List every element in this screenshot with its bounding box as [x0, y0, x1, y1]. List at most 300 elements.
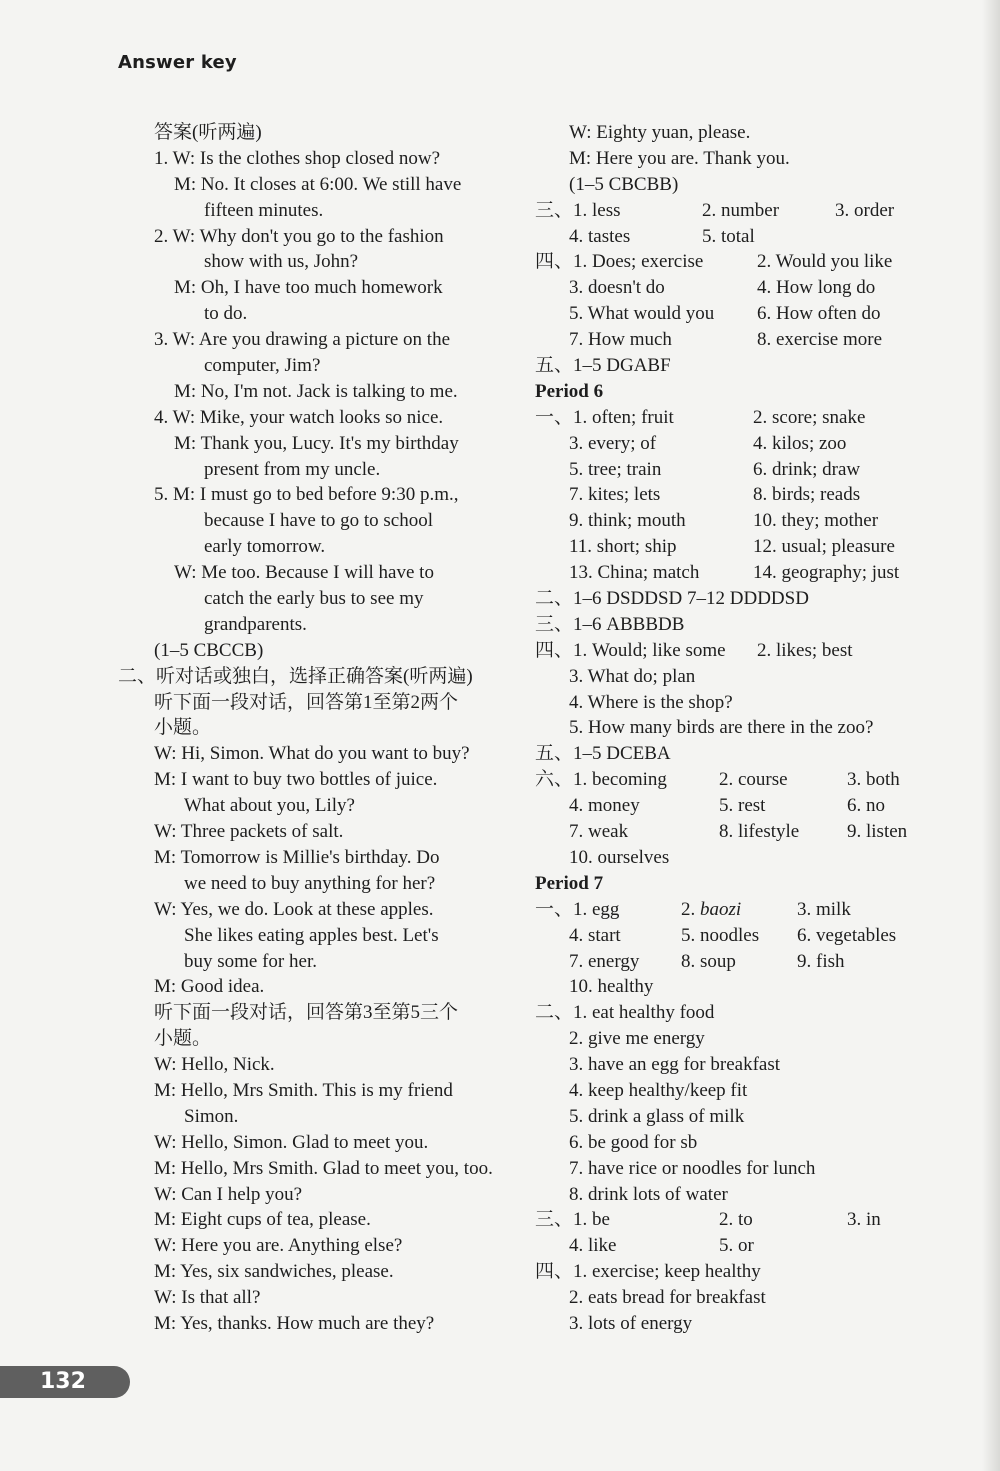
- answer-text: [753, 457, 860, 483]
- answer-line: [118, 767, 508, 793]
- answer-segment: 3. in: [847, 1209, 881, 1231]
- answer-line: [118, 301, 508, 327]
- answer-text: [569, 664, 695, 690]
- answer-segment: 8. soup: [681, 950, 736, 972]
- answer-text: M: Oh, I have too much homework: [174, 277, 443, 299]
- answer-line: [535, 819, 935, 845]
- answer-text: [569, 1311, 692, 1337]
- answer-text: [569, 560, 699, 586]
- answer-text: M: Hello, Mrs Smith. Glad to meet you, too.: [154, 1157, 493, 1179]
- answer-segment: 6. drink; draw: [753, 458, 861, 480]
- answer-text: 听下面一段对话，回答第1至第2两个: [154, 691, 459, 713]
- answer-text: 小题。: [154, 717, 212, 739]
- answer-text: (1–5 CBCCB): [154, 639, 264, 661]
- answer-line: [118, 1207, 508, 1233]
- answer-segment: 4. start: [569, 924, 621, 946]
- answer-line: [118, 534, 508, 560]
- answer-line: [535, 793, 935, 819]
- answer-text: M: Yes, six sandwiches, please.: [154, 1261, 394, 1283]
- answer-text: present from my uncle.: [204, 458, 381, 480]
- answer-line: [118, 690, 508, 716]
- answer-segment: 5. total: [702, 225, 755, 247]
- answer-segment: 4. tastes: [569, 225, 631, 247]
- answer-text: W: Me too. Because I will have to: [174, 562, 434, 584]
- answer-segment: 7. kites; lets: [569, 484, 661, 506]
- answer-text: [569, 275, 665, 301]
- answer-text: [535, 1259, 761, 1285]
- answer-segment: 7. weak: [569, 821, 629, 843]
- answer-text: W: Hello, Nick.: [154, 1054, 275, 1076]
- answer-segment: 10. ourselves: [569, 846, 670, 868]
- answer-line: [535, 146, 935, 172]
- answer-segment: 五、1–5 DGABF: [535, 355, 671, 377]
- answer-text: show with us, John?: [204, 251, 359, 273]
- answer-text: [569, 431, 656, 457]
- answer-text: because I have to go to school: [204, 510, 433, 532]
- answer-line: [535, 845, 935, 871]
- answer-text: [569, 1182, 728, 1208]
- answer-line: [535, 249, 935, 275]
- answer-segment: 4. like: [569, 1235, 617, 1257]
- answer-segment: 3. lots of energy: [569, 1312, 693, 1334]
- answer-line: [118, 457, 508, 483]
- answer-line: [118, 327, 508, 353]
- answer-text: [569, 1078, 747, 1104]
- answer-text: [757, 638, 853, 664]
- answer-line: [535, 301, 935, 327]
- answer-segment: 5. drink a glass of milk: [569, 1105, 745, 1127]
- answer-line: [535, 198, 935, 224]
- answer-text: [569, 949, 639, 975]
- answer-line: [118, 1052, 508, 1078]
- answer-text: [569, 690, 733, 716]
- answer-line: [118, 1182, 508, 1208]
- answer-segment: 8. drink lots of water: [569, 1183, 728, 1205]
- answer-text: [681, 897, 741, 923]
- answer-segment: 三、1. be: [535, 1209, 610, 1231]
- answer-line: [118, 819, 508, 845]
- answer-line: [535, 482, 935, 508]
- answer-line: [535, 224, 935, 250]
- answer-segment: 2. to: [719, 1209, 753, 1231]
- answer-line: [535, 767, 935, 793]
- answer-text: to do.: [204, 303, 248, 325]
- answer-text: [719, 1233, 754, 1259]
- answer-line: [535, 1233, 935, 1259]
- answer-text: W: Yes, we do. Look at these apples.: [154, 898, 434, 920]
- answer-text: [569, 172, 678, 198]
- answer-text: [847, 793, 885, 819]
- answer-segment: 2. course: [719, 769, 788, 791]
- answer-line: [118, 275, 508, 301]
- answer-segment: 5. tree; train: [569, 458, 662, 480]
- answer-text: M: Good idea.: [154, 976, 265, 998]
- answer-segment: 6. no: [847, 795, 885, 817]
- answer-text: [569, 1130, 697, 1156]
- answer-segment: 六、1. becoming: [535, 769, 667, 791]
- answer-line: [535, 1104, 935, 1130]
- answer-segment: 9. fish: [797, 950, 845, 972]
- answer-segment: 2. score; snake: [753, 406, 866, 428]
- answer-text: W: Three packets of salt.: [154, 821, 344, 843]
- answer-text: [535, 586, 809, 612]
- answer-text: [535, 897, 619, 923]
- answer-text: [569, 120, 750, 146]
- answer-segment: 8. birds; reads: [753, 484, 861, 506]
- answer-text: [847, 767, 900, 793]
- answer-segment: 7. have rice or noodles for lunch: [569, 1157, 816, 1179]
- answer-segment: 5. rest: [719, 795, 766, 817]
- answer-text: W: Here you are. Anything else?: [154, 1235, 403, 1257]
- answer-text: [535, 353, 671, 379]
- answer-segment: 3. every; of: [569, 432, 657, 454]
- answer-line: [535, 690, 935, 716]
- answer-segment: 3. have an egg for breakfast: [569, 1054, 781, 1076]
- page-number: 132: [40, 1369, 86, 1394]
- answer-line: [118, 897, 508, 923]
- answer-line: [535, 612, 935, 638]
- answer-line: [118, 793, 508, 819]
- answer-line: [535, 1207, 935, 1233]
- answer-line: [535, 1000, 935, 1026]
- answer-text: W: Hi, Simon. What do you want to buy?: [154, 743, 470, 765]
- answer-line: [118, 198, 508, 224]
- answer-text: [569, 793, 640, 819]
- answer-text: [569, 715, 873, 741]
- answer-line: [118, 715, 508, 741]
- answer-text: [569, 508, 686, 534]
- answer-segment: (1–5 CBCBB): [569, 173, 679, 195]
- answer-line: [118, 482, 508, 508]
- answer-text: [797, 949, 845, 975]
- answer-text: [847, 819, 907, 845]
- answer-text: [569, 1285, 766, 1311]
- answer-line: [118, 1233, 508, 1259]
- answer-segment: 6. How often do: [757, 303, 881, 325]
- answer-text: 4. W: Mike, your watch looks so nice.: [154, 406, 444, 428]
- answer-text: W: Can I help you?: [154, 1183, 303, 1205]
- answer-text: [569, 534, 677, 560]
- answer-line: [535, 327, 935, 353]
- answer-line: [118, 741, 508, 767]
- answer-text: [569, 301, 714, 327]
- page-number-tab: [0, 1366, 130, 1398]
- answer-text: [719, 793, 765, 819]
- answer-segment: 6. be good for sb: [569, 1131, 698, 1153]
- answer-text: [757, 327, 882, 353]
- answer-text: [757, 249, 892, 275]
- answer-line: [535, 534, 935, 560]
- answer-segment: 四、1. Would; like some: [535, 639, 726, 661]
- answer-text: [753, 431, 846, 457]
- answer-text: [569, 1233, 617, 1259]
- answer-segment: 7. energy: [569, 950, 640, 972]
- answer-text: [702, 198, 779, 224]
- answer-segment: 四、1. Does; exercise: [535, 251, 704, 273]
- answer-text: [569, 923, 621, 949]
- answer-line: [118, 353, 508, 379]
- answer-segment: 2. Would you like: [757, 251, 893, 273]
- answer-segment: 3. both: [847, 769, 900, 791]
- answer-line: [535, 431, 935, 457]
- answer-segment: 5. How many birds are there in the zoo?: [569, 717, 874, 739]
- answer-segment: 4. keep healthy/keep fit: [569, 1079, 748, 1101]
- answer-segment: 9. think; mouth: [569, 510, 686, 532]
- answer-segment: 2. eats bread for breakfast: [569, 1287, 766, 1309]
- answer-segment: W: Eighty yuan, please.: [569, 122, 751, 143]
- answer-text: [569, 146, 790, 172]
- answer-line: [118, 871, 508, 897]
- answer-segment: 4. How long do: [757, 277, 876, 299]
- answer-segment: 5. What would you: [569, 303, 715, 325]
- answer-segment: 3. milk: [797, 898, 851, 920]
- answer-text: [753, 560, 899, 586]
- answer-segment: 2. likes; best: [757, 639, 853, 661]
- answer-segment: 4. money: [569, 795, 640, 817]
- answer-text: M: No, I'm not. Jack is talking to me.: [174, 380, 458, 402]
- answer-text: [535, 1207, 610, 1233]
- answer-line: [118, 560, 508, 586]
- answer-line: [118, 508, 508, 534]
- answer-segment: 一、1. often; fruit: [535, 406, 674, 428]
- answer-line: [535, 1311, 935, 1337]
- answer-text: fifteen minutes.: [204, 199, 324, 221]
- answer-line: [535, 275, 935, 301]
- answer-text: What about you, Lily?: [184, 795, 355, 817]
- answer-line: [118, 949, 508, 975]
- answer-segment: 11. short; ship: [569, 536, 677, 558]
- answer-text: [569, 1052, 780, 1078]
- answer-segment: 3. What do; plan: [569, 665, 696, 687]
- answer-line: [535, 405, 935, 431]
- period-heading: [535, 379, 935, 405]
- answer-text: [535, 612, 684, 638]
- answer-segment: 4. kilos; zoo: [753, 432, 847, 454]
- answer-text: M: Hello, Mrs Smith. This is my friend: [154, 1079, 453, 1101]
- answer-text: [569, 845, 669, 871]
- answer-text: 5. M: I must go to bed before 9:30 p.m.,: [154, 484, 459, 506]
- answer-text: [569, 482, 660, 508]
- answer-line: [118, 1259, 508, 1285]
- answer-text: [681, 949, 736, 975]
- answer-text: [569, 1026, 705, 1052]
- answer-line: [535, 715, 935, 741]
- answer-text: [569, 819, 628, 845]
- page-edge-shadow: [982, 0, 1000, 1471]
- answer-text: M: I want to buy two bottles of juice.: [154, 769, 438, 791]
- answer-segment: 三、1–6 ABBBDB: [535, 613, 685, 635]
- answer-text: 二、听对话或独白，选择正确答案(听两遍): [118, 665, 473, 687]
- answer-line: [118, 586, 508, 612]
- answer-text: [719, 1207, 753, 1233]
- answer-line: [535, 120, 935, 146]
- answer-text: buy some for her.: [184, 950, 317, 972]
- answer-text: [569, 1156, 815, 1182]
- answer-line: [118, 845, 508, 871]
- answer-line: [118, 172, 508, 198]
- answer-text: [535, 767, 667, 793]
- answer-text: [835, 198, 894, 224]
- answer-text: early tomorrow.: [204, 536, 326, 558]
- answer-segment: 12. usual; pleasure: [753, 536, 895, 558]
- answer-text: [569, 457, 661, 483]
- answer-text: 1. W: Is the clothes shop closed now?: [154, 147, 441, 169]
- answer-text: [757, 301, 880, 327]
- answer-line: [118, 146, 508, 172]
- answer-segment: 5. or: [719, 1235, 754, 1257]
- answer-segment: 7. How much: [569, 329, 672, 351]
- answer-line: [118, 612, 508, 638]
- answer-segment: 二、1–6 DSDDSD 7–12 DDDDSD: [535, 588, 809, 610]
- answer-segment: 2. give me energy: [569, 1028, 705, 1050]
- right-answer-column: [535, 120, 935, 1337]
- answer-segment: 二、1. eat healthy food: [535, 1002, 715, 1024]
- answer-text: catch the early bus to see my: [204, 588, 424, 610]
- answer-text: [753, 534, 895, 560]
- answer-text: [569, 224, 630, 250]
- answer-text: [535, 405, 674, 431]
- answer-text: 小题。: [154, 1028, 212, 1050]
- answer-line: [535, 741, 935, 767]
- answer-line: [118, 224, 508, 250]
- answer-text: W: Hello, Simon. Glad to meet you.: [154, 1131, 429, 1153]
- answer-text: [535, 871, 603, 897]
- answer-line: [535, 664, 935, 690]
- answer-text: [535, 638, 726, 664]
- answer-line: [118, 379, 508, 405]
- answer-text: M: Yes, thanks. How much are they?: [154, 1312, 435, 1334]
- answer-text: W: Is that all?: [154, 1287, 261, 1309]
- answer-text: [535, 198, 621, 224]
- answer-segment: 5. noodles: [681, 924, 760, 946]
- answer-line: [118, 1156, 508, 1182]
- answer-line: [118, 1311, 508, 1337]
- answer-segment: 14. geography; just: [753, 562, 900, 584]
- answer-line: [535, 353, 935, 379]
- answer-text: [797, 897, 851, 923]
- answer-text: 2. W: Why don't you go to the fashion: [154, 225, 444, 247]
- answer-text: [569, 1104, 744, 1130]
- answer-line: [535, 586, 935, 612]
- answer-line: [535, 1182, 935, 1208]
- left-answer-column: [118, 120, 508, 1337]
- answer-segment: 2.: [681, 898, 700, 920]
- answer-line: [535, 508, 935, 534]
- answer-segment: 13. China; match: [569, 562, 700, 584]
- answer-text: [753, 482, 860, 508]
- answer-line: [118, 405, 508, 431]
- answer-segment: 三、1. less: [535, 199, 621, 221]
- answer-text: [681, 923, 759, 949]
- answer-line: [535, 457, 935, 483]
- answer-segment: 6. vegetables: [797, 924, 897, 946]
- answer-text: 答案(听两遍): [154, 122, 262, 143]
- answer-text: [753, 508, 878, 534]
- answer-line: [118, 1026, 508, 1052]
- page-header-title: Answer key: [118, 52, 237, 73]
- answer-line: [118, 431, 508, 457]
- answer-segment: 四、1. exercise; keep healthy: [535, 1261, 761, 1283]
- answer-line: [535, 1026, 935, 1052]
- answer-line: [118, 1285, 508, 1311]
- answer-text: [535, 249, 703, 275]
- answer-segment: Period 6: [535, 380, 604, 402]
- answer-segment: 一、1. egg: [535, 898, 620, 920]
- answer-line: [118, 638, 508, 664]
- answer-text: [535, 379, 603, 405]
- answer-text: She likes eating apples best. Let's: [184, 924, 439, 946]
- period-heading: [535, 871, 935, 897]
- answer-line: [118, 249, 508, 275]
- answer-line: [535, 1156, 935, 1182]
- answer-line: [535, 974, 935, 1000]
- answer-italic-word: baozi: [700, 898, 742, 920]
- answer-line: [118, 1130, 508, 1156]
- answer-line: [535, 560, 935, 586]
- answer-line: [535, 638, 935, 664]
- answer-line: [535, 949, 935, 975]
- answer-text: [847, 1207, 881, 1233]
- answer-text: [797, 923, 896, 949]
- answer-text: M: No. It closes at 6:00. We still have: [174, 173, 462, 195]
- answer-line: [535, 1078, 935, 1104]
- answer-text: [753, 405, 865, 431]
- answer-segment: M: Here you are. Thank you.: [569, 147, 790, 169]
- answer-segment: Period 7: [535, 872, 604, 894]
- answer-text: M: Tomorrow is Millie's birthday. Do: [154, 846, 440, 868]
- answer-text: Simon.: [184, 1105, 239, 1127]
- answer-line: [535, 897, 935, 923]
- answer-line: [118, 1000, 508, 1026]
- answer-text: 听下面一段对话，回答第3至第5三个: [154, 1002, 459, 1024]
- answer-line: [118, 664, 508, 690]
- answer-line: [535, 172, 935, 198]
- answer-segment: 10. they; mother: [753, 510, 879, 532]
- answer-text: [535, 1000, 714, 1026]
- answer-segment: 4. Where is the shop?: [569, 691, 733, 713]
- answer-text: [569, 974, 653, 1000]
- answer-text: [757, 275, 875, 301]
- answer-segment: 3. order: [835, 199, 895, 221]
- answer-line: [118, 120, 508, 146]
- answer-line: [535, 1285, 935, 1311]
- answer-segment: 2. number: [702, 199, 780, 221]
- answer-text: we need to buy anything for her?: [184, 872, 436, 894]
- answer-text: M: Thank you, Lucy. It's my birthday: [174, 432, 459, 454]
- answer-line: [535, 923, 935, 949]
- answer-text: [535, 741, 671, 767]
- answer-line: [118, 974, 508, 1000]
- answer-segment: 8. exercise more: [757, 329, 883, 351]
- answer-line: [118, 1078, 508, 1104]
- answer-text: 3. W: Are you drawing a picture on the: [154, 329, 451, 351]
- answer-segment: 9. listen: [847, 821, 908, 843]
- answer-line: [535, 1130, 935, 1156]
- answer-line: [535, 1259, 935, 1285]
- answer-segment: 五、1–5 DCEBA: [535, 743, 671, 765]
- answer-line: [118, 923, 508, 949]
- answer-line: [535, 1052, 935, 1078]
- answer-text: [719, 819, 799, 845]
- answer-text: grandparents.: [204, 613, 307, 635]
- answer-segment: 8. lifestyle: [719, 821, 800, 843]
- answer-text: computer, Jim?: [204, 355, 321, 377]
- answer-line: [118, 1104, 508, 1130]
- answer-text: [702, 224, 755, 250]
- answer-text: M: Eight cups of tea, please.: [154, 1209, 371, 1231]
- answer-segment: 10. healthy: [569, 976, 654, 998]
- answer-text: [719, 767, 788, 793]
